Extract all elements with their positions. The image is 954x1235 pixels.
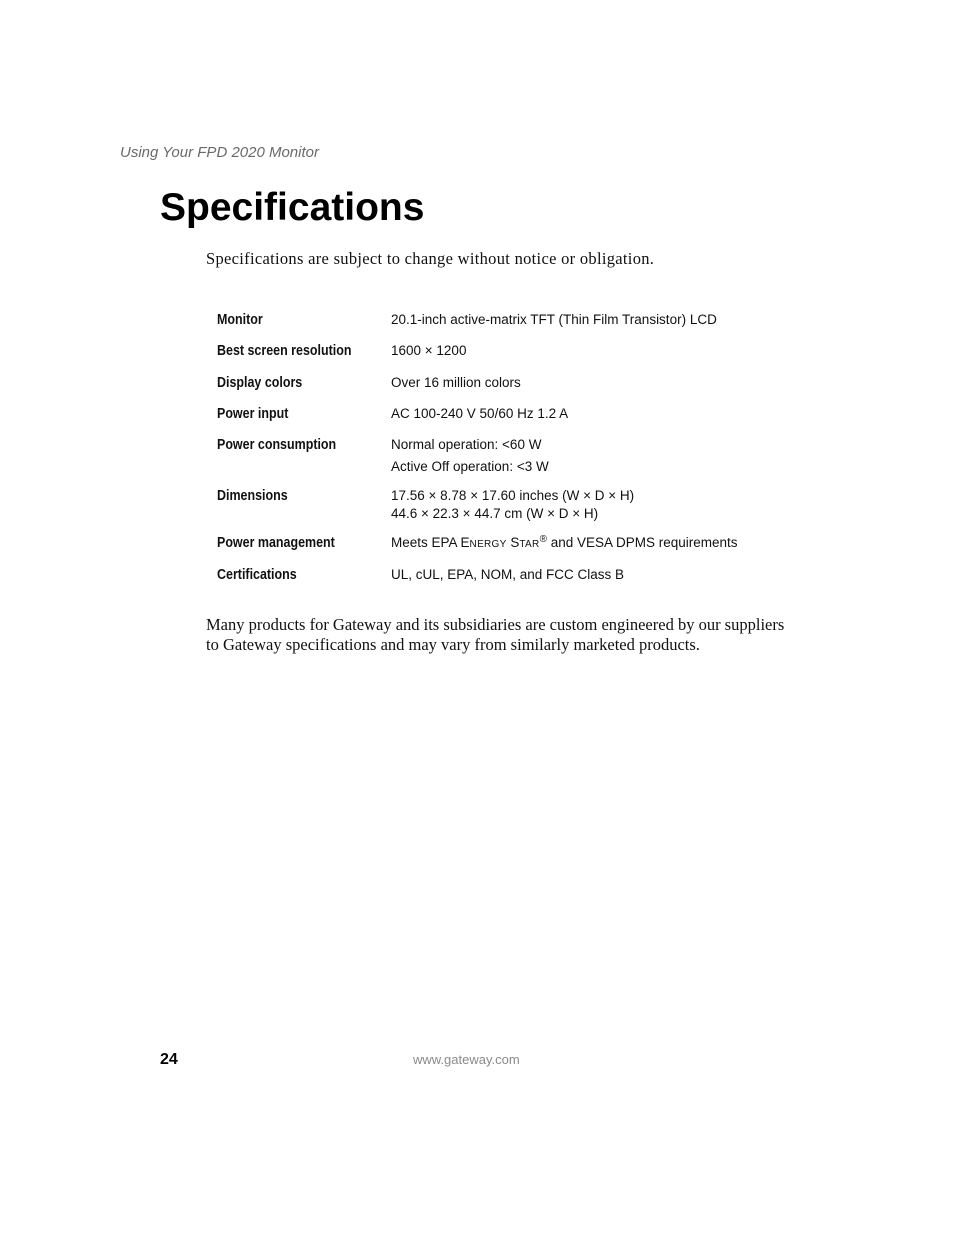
spec-value: 1600 × 1200	[391, 343, 467, 358]
running-header: Using Your FPD 2020 Monitor	[120, 144, 319, 161]
spec-value-line: Normal operation: <60 W	[391, 437, 542, 452]
spec-value	[391, 487, 634, 523]
energy-star-small-caps: TAR	[519, 539, 540, 550]
spec-value	[391, 436, 549, 476]
spec-label: Power input	[217, 406, 289, 422]
energy-star-initial: S	[510, 535, 520, 550]
energy-star-initial: E	[460, 535, 470, 550]
spec-value-line: 44.6 × 22.3 × 44.7 cm (W × D × H)	[391, 506, 599, 521]
page-title: Specifications	[160, 186, 425, 229]
energy-star-small-caps: NERGY	[469, 539, 507, 550]
spec-label: Power management	[217, 535, 335, 551]
spec-value-line: Active Off operation: <3 W	[391, 459, 549, 474]
page-number: 24	[160, 1051, 178, 1068]
spec-value-line: 17.56 × 8.78 × 17.60 inches (W × D × H)	[391, 488, 635, 503]
spec-value	[391, 534, 738, 554]
spec-value-text: Meets EPA	[391, 535, 461, 550]
closing-paragraph: Many products for Gateway and its subsidiaries are custom engineered by our suppliers to Gateway specifications and may vary from similarly marketed products.	[206, 615, 785, 654]
footer-url: www.gateway.com	[413, 1052, 520, 1067]
spec-value: AC 100-240 V 50/60 Hz 1.2 A	[391, 406, 569, 421]
spec-label: Display colors	[217, 375, 303, 391]
registered-mark: ®	[539, 534, 547, 545]
spec-label: Certifications	[217, 567, 297, 583]
spec-value: 20.1-inch active-matrix TFT (Thin Film Transistor) LCD	[391, 312, 717, 327]
spec-value-text: and VESA DPMS requirements	[546, 535, 738, 550]
spec-label: Dimensions	[217, 488, 288, 504]
spec-label: Best screen resolution	[217, 343, 352, 359]
spec-label: Power consumption	[217, 437, 337, 453]
spec-value: UL, cUL, EPA, NOM, and FCC Class B	[391, 567, 625, 582]
intro-text: Specifications are subject to change without notice or obligation.	[206, 249, 655, 268]
spec-label: Monitor	[217, 312, 263, 328]
spec-value: Over 16 million colors	[391, 375, 521, 390]
